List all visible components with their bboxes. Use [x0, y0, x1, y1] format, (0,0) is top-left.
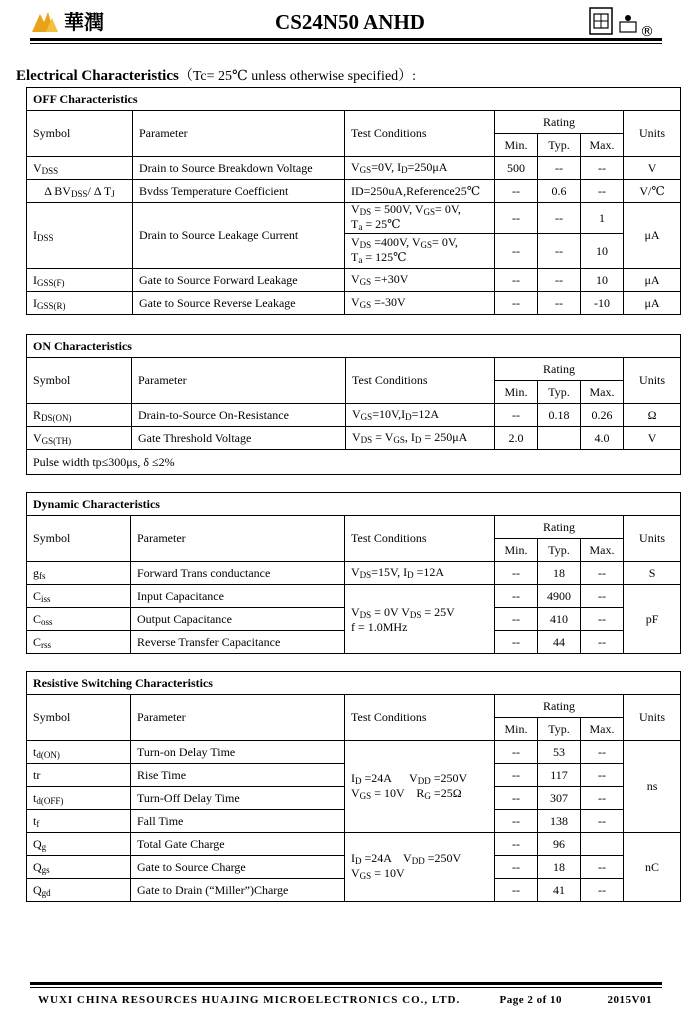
col-min: Min.	[495, 539, 538, 562]
symbol-cell: $g_{fs}$	[27, 562, 131, 585]
unit-cell: Ω	[624, 404, 681, 427]
test-condition-cell: $V_{DS} =400V$, $V_{GS}= 0V$, $T_a$ = 125℃	[345, 234, 495, 269]
col-test-conditions: Test Conditions	[345, 695, 495, 741]
table-caption: OFF Characteristics	[27, 88, 681, 111]
min-cell: --	[495, 810, 538, 833]
col-typ: Typ.	[538, 381, 581, 404]
parameter-cell: Gate to Drain (“Miller”)Charge	[131, 879, 345, 902]
table-row	[27, 157, 681, 180]
table-row	[27, 585, 681, 608]
symbol-cell: $t_f$	[27, 810, 131, 833]
max-cell: --	[581, 856, 624, 879]
typ-cell: --	[538, 203, 581, 234]
col-parameter: Parameter	[131, 695, 345, 741]
col-test-conditions: Test Conditions	[345, 111, 495, 157]
parameter-cell: Turn-Off Delay Time	[131, 787, 345, 810]
typ-cell: 307	[538, 787, 581, 810]
col-typ: Typ.	[538, 718, 581, 741]
symbol-cell: $V_{DSS}$	[27, 157, 133, 180]
min-cell: --	[495, 562, 538, 585]
parameter-cell: Gate to Source Charge	[131, 856, 345, 879]
min-cell: --	[495, 764, 538, 787]
symbol-cell: $Q_{gd}$	[27, 879, 131, 902]
max-cell: -10	[581, 292, 624, 315]
min-cell: --	[495, 269, 538, 292]
table-row	[27, 404, 681, 427]
typ-cell: --	[538, 234, 581, 269]
col-min: Min.	[495, 134, 538, 157]
symbol-cell: $C_{iss}$	[27, 585, 131, 608]
dynamic-characteristics-table	[26, 492, 681, 654]
version: 2015V01	[607, 994, 652, 1006]
min-cell: --	[495, 180, 538, 203]
parameter-cell: Rise Time	[131, 764, 345, 787]
test-condition-cell: ID=250uA,Reference25℃	[345, 180, 495, 203]
col-parameter: Parameter	[132, 358, 346, 404]
min-cell: --	[495, 203, 538, 234]
table-row	[27, 203, 681, 234]
max-cell: 10	[581, 269, 624, 292]
symbol-cell: $I_{DSS}$	[27, 203, 133, 269]
test-condition-cell: $V_{GS}=0V$, $I_D=250\mu A$	[345, 157, 495, 180]
max-cell: --	[581, 631, 624, 654]
min-cell: --	[495, 631, 538, 654]
header-rule	[30, 38, 662, 41]
min-cell: --	[495, 787, 538, 810]
unit-cell: nC	[624, 833, 681, 902]
parameter-cell: Output Capacitance	[131, 608, 345, 631]
symbol-cell: $I_{GSS(R)}$	[27, 292, 133, 315]
table-row	[27, 292, 681, 315]
parameter-cell: Bvdss Temperature Coefficient	[133, 180, 345, 203]
test-condition-cell: $I_D =24A$ $V_{DD} =250V$ $V_{GS} = 10V$ $R_G =25\Omega$	[345, 741, 495, 833]
on-characteristics-table	[26, 334, 681, 475]
registered-mark: ®	[640, 24, 654, 40]
parameter-cell: Total Gate Charge	[131, 833, 345, 856]
typ-cell: 117	[538, 764, 581, 787]
off-characteristics-table	[26, 87, 681, 315]
col-units: Units	[624, 695, 681, 741]
footer-rule	[30, 982, 662, 985]
typ-cell: --	[538, 292, 581, 315]
typ-cell: 18	[538, 562, 581, 585]
header-rule-thin	[30, 43, 662, 44]
typ-cell: 53	[538, 741, 581, 764]
switching-characteristics-table	[26, 671, 681, 902]
symbol-cell: $R_{DS(ON)}$	[27, 404, 132, 427]
col-max: Max.	[581, 718, 624, 741]
footer-rule-thin	[30, 987, 662, 988]
typ-cell: --	[538, 269, 581, 292]
svg-text:華潤: 華潤	[64, 10, 104, 34]
parameter-cell: Reverse Transfer Capacitance	[131, 631, 345, 654]
symbol-cell: $I_{GSS(F)}$	[27, 269, 133, 292]
min-cell: 500	[495, 157, 538, 180]
symbol-cell: $t_{d(OFF)}$	[27, 787, 131, 810]
unit-cell: μA	[624, 269, 681, 292]
min-cell: 2.0	[495, 427, 538, 450]
typ-cell: 4900	[538, 585, 581, 608]
min-cell: --	[495, 292, 538, 315]
min-cell: --	[495, 585, 538, 608]
max-cell: --	[581, 585, 624, 608]
test-condition-cell: $V_{GS}=10V,I_D=12A$	[346, 404, 495, 427]
company-name: WUXI CHINA RESOURCES HUAJING MICROELECTRONICS CO., LTD.	[38, 994, 461, 1006]
unit-cell: ns	[624, 741, 681, 833]
table-caption: Resistive Switching Characteristics	[27, 672, 681, 695]
col-min: Min.	[495, 718, 538, 741]
col-units: Units	[624, 516, 681, 562]
parameter-cell: Drain-to-Source On-Resistance	[132, 404, 346, 427]
max-cell: --	[581, 741, 624, 764]
section-title: Electrical Characteristics（Tc= 25℃ unless otherwise specified）:	[16, 68, 417, 84]
parameter-cell: Fall Time	[131, 810, 345, 833]
max-cell	[581, 833, 624, 856]
max-cell: 0.26	[581, 404, 624, 427]
typ-cell: 18	[538, 856, 581, 879]
test-condition-cell: $V_{GS} =+30V$	[345, 269, 495, 292]
parameter-cell: Drain to Source Breakdown Voltage	[133, 157, 345, 180]
parameter-cell: Forward Trans conductance	[131, 562, 345, 585]
col-test-conditions: Test Conditions	[345, 516, 495, 562]
table-row	[27, 269, 681, 292]
min-cell: --	[495, 608, 538, 631]
col-max: Max.	[581, 539, 624, 562]
parameter-cell: Turn-on Delay Time	[131, 741, 345, 764]
col-rating: Rating	[495, 111, 624, 134]
typ-cell: 96	[538, 833, 581, 856]
unit-cell: S	[624, 562, 681, 585]
min-cell: --	[495, 404, 538, 427]
col-rating: Rating	[495, 358, 624, 381]
max-cell: 10	[581, 234, 624, 269]
test-condition-cell: $V_{DS} = V_{GS}$, $I_D = 250\mu A$	[346, 427, 495, 450]
unit-cell: μA	[624, 292, 681, 315]
col-parameter: Parameter	[133, 111, 345, 157]
table-row	[27, 427, 681, 450]
typ-cell: 410	[538, 608, 581, 631]
col-parameter: Parameter	[131, 516, 345, 562]
unit-cell: μA	[624, 203, 681, 269]
max-cell: --	[581, 157, 624, 180]
brand-mark	[580, 4, 660, 40]
unit-cell: V/℃	[624, 180, 681, 203]
test-condition-cell: $V_{GS} =-30V$	[345, 292, 495, 315]
col-rating: Rating	[495, 695, 624, 718]
table-row	[27, 833, 681, 856]
symbol-cell: $C_{rss}$	[27, 631, 131, 654]
document-title: CS24N50 ANHD	[275, 10, 425, 34]
max-cell: --	[581, 787, 624, 810]
typ-cell: 0.18	[538, 404, 581, 427]
max-cell: --	[581, 180, 624, 203]
col-rating: Rating	[495, 516, 624, 539]
max-cell: --	[581, 608, 624, 631]
table-caption: ON Characteristics	[27, 335, 681, 358]
col-max: Max.	[581, 381, 624, 404]
parameter-cell: Gate Threshold Voltage	[132, 427, 346, 450]
pulse-note: Pulse width tp≤300μs, δ ≤2%	[27, 450, 681, 475]
table-row	[27, 741, 681, 764]
parameter-cell: Gate to Source Forward Leakage	[133, 269, 345, 292]
symbol-cell: $V_{GS(TH)}$	[27, 427, 132, 450]
typ-cell: 41	[538, 879, 581, 902]
symbol-cell: $C_{oss}$	[27, 608, 131, 631]
test-condition-cell: $I_D =24A$ $V_{DD} =250V$ $V_{GS} = 10V$	[345, 833, 495, 902]
parameter-cell: Drain to Source Leakage Current	[133, 203, 345, 269]
max-cell: --	[581, 810, 624, 833]
col-test-conditions: Test Conditions	[346, 358, 495, 404]
test-condition-cell: $V_{DS}=15V$, $I_D =12A$	[345, 562, 495, 585]
col-symbol: Symbol	[27, 516, 131, 562]
unit-cell: pF	[624, 585, 681, 654]
col-typ: Typ.	[538, 134, 581, 157]
max-cell: --	[581, 879, 624, 902]
test-condition-cell: $V_{DS} = 500V$, $V_{GS}= 0V$, $T_a$ = 25℃	[345, 203, 495, 234]
typ-cell: 138	[538, 810, 581, 833]
col-units: Units	[624, 358, 681, 404]
typ-cell: 44	[538, 631, 581, 654]
min-cell: --	[495, 879, 538, 902]
symbol-cell: $Q_g$	[27, 833, 131, 856]
max-cell: --	[581, 562, 624, 585]
symbol-cell: $t_{d(ON)}$	[27, 741, 131, 764]
page-number: Page 2 of 10	[499, 994, 562, 1006]
typ-cell: 0.6	[538, 180, 581, 203]
parameter-cell: Gate to Source Reverse Leakage	[133, 292, 345, 315]
min-cell: --	[495, 833, 538, 856]
max-cell: --	[581, 764, 624, 787]
col-symbol: Symbol	[27, 695, 131, 741]
col-max: Max.	[581, 134, 624, 157]
table-caption: Dynamic Characteristics	[27, 493, 681, 516]
max-cell: 1	[581, 203, 624, 234]
min-cell: --	[495, 741, 538, 764]
col-units: Units	[624, 111, 681, 157]
parameter-cell: Input Capacitance	[131, 585, 345, 608]
test-condition-cell: $V_{DS} = 0V$ $V_{DS} = 25V$ f = 1.0MHz	[345, 585, 495, 654]
table-row	[27, 180, 681, 203]
symbol-cell: Δ $BV_{DSS}/$ Δ $T_J$	[27, 180, 133, 203]
max-cell: 4.0	[581, 427, 624, 450]
page-footer	[38, 994, 652, 1006]
col-symbol: Symbol	[27, 111, 133, 157]
min-cell: --	[495, 234, 538, 269]
typ-cell: --	[538, 157, 581, 180]
col-typ: Typ.	[538, 539, 581, 562]
min-cell: --	[495, 856, 538, 879]
symbol-cell: $Q_{gs}$	[27, 856, 131, 879]
unit-cell: V	[624, 157, 681, 180]
col-symbol: Symbol	[27, 358, 132, 404]
typ-cell	[538, 427, 581, 450]
table-row	[27, 562, 681, 585]
unit-cell: V	[624, 427, 681, 450]
col-min: Min.	[495, 381, 538, 404]
symbol-cell: tr	[27, 764, 131, 787]
